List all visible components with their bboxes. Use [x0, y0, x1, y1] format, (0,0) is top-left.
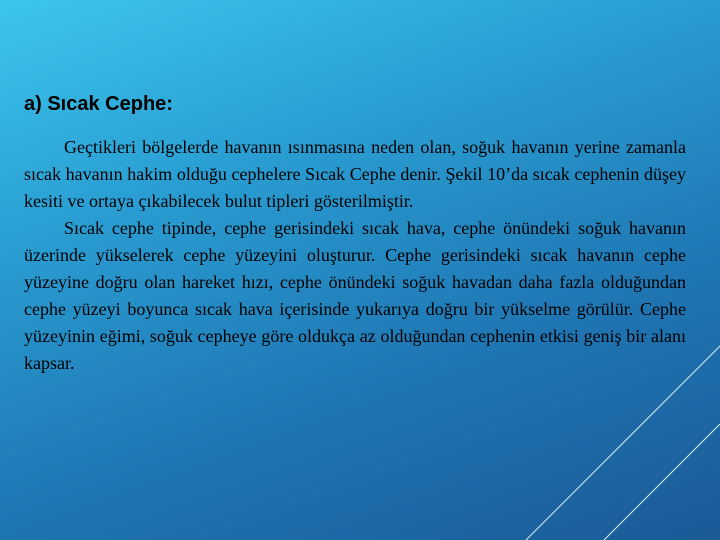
slide-content	[24, 92, 686, 377]
paragraph-2: Sıcak cephe tipinde, cephe gerisindeki sıcak hava, cephe önündeki soğuk havanın üzerinde yükselerek cephe yüzeyini oluşturur. Cephe gerisindeki sıcak havanın cephe yüzeyine doğru olan hareket hızı, cephe önündeki soğuk havadan daha fazla olduğundan cephe yüzeyi boyunca sıcak hava içerisinde yukarıya doğru bir yükselme görülür. Cephe yüzeyinin eğimi, soğuk cepheye göre oldukça az olduğundan cephenin etkisi geniş bir alanı kapsar.	[24, 218, 686, 373]
paragraph-1: Geçtikleri bölgelerde havanın ısınmasına neden olan, soğuk havanın yerine zamanla sıcak havanın hakim olduğu cephelere Sıcak Cephe denir. Şekil 10’da sıcak cephenin düşey kesiti ve ortaya çıkabilecek bulut tipleri gösterilmiştir.	[24, 137, 686, 211]
slide-heading: a) Sıcak Cephe:	[24, 93, 173, 115]
decorative-line-short	[604, 424, 720, 540]
